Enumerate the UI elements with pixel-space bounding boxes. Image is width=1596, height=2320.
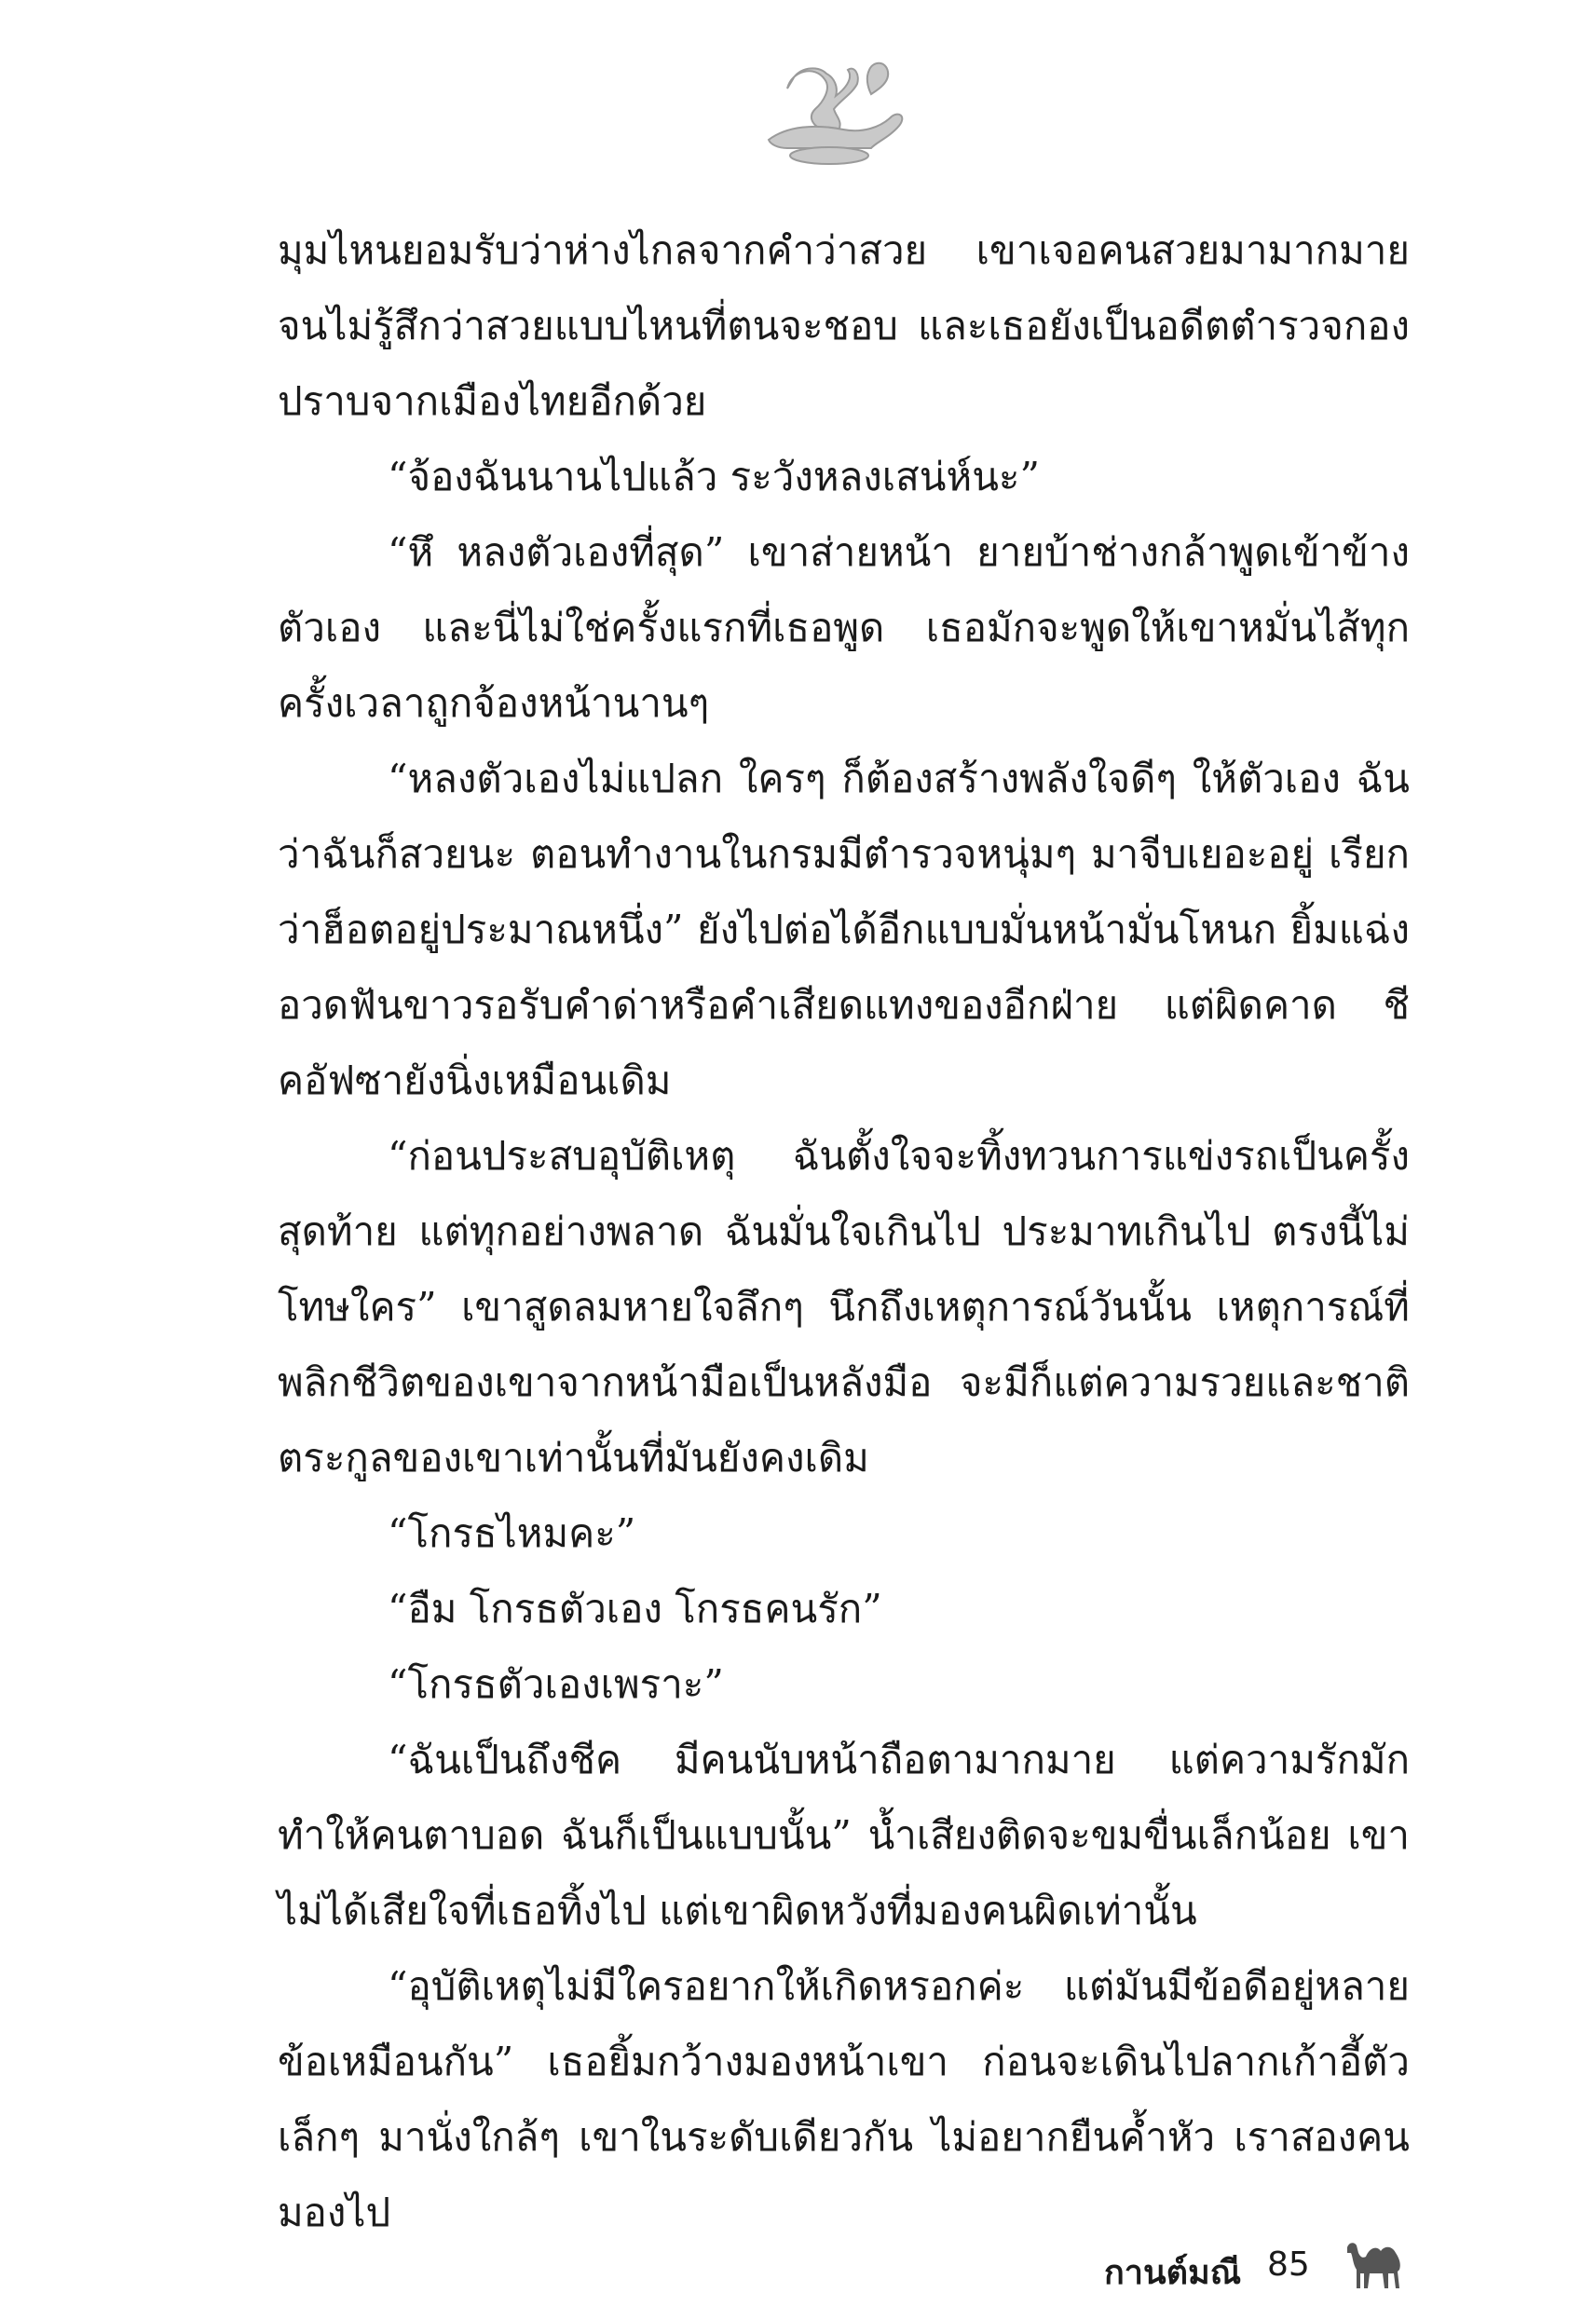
paragraph: “จ้องฉันนานไปแล้ว ระวังหลงเสน่ห์นะ” (388, 454, 1040, 499)
paragraph: “ก่อนประสบอุบัติเหตุ ฉันตั้งใจจะทิ้งทวนการแข่งรถเป็นครั้งสุดท้าย แต่ทุกอย่างพลาด ฉันมั่นใจเกินไป ประมาทเกินไป ตรงนี้ไม่โทษใคร” เขาสูดลมหายใจลึกๆ นึกถึงเหตุการณ์วันนั้น เหตุการณ์ที่พลิกชีวิตของเขาจากหน้ามือเป็นหลังมือ จะมีก็แต่ความรวยและชาติตระกูลของเขาเท่านั้นที่มันยังคงเดิม (278, 1133, 1410, 1481)
book-title: กานต์มณี (1104, 2254, 1242, 2292)
paragraph: มุมไหนยอมรับว่าห่างไกลจากคำว่าสวย เขาเจอคนสวยมามากมาย จนไม่รู้สึกว่าสวยแบบไหนที่ตนจะชอบ และเธอยังเป็นอดีตตำรวจกองปราบจากเมืองไทยอีกด้วย (278, 227, 1410, 424)
paragraph: “โกรธไหมคะ” (388, 1510, 636, 1556)
genie-lamp-icon (750, 51, 908, 172)
paragraph: “ฉันเป็นถึงชีค มีคนนับหน้าถือตามากมาย แต่ความรักมักทำให้คนตาบอด ฉันก็เป็นแบบนั้น” น้ำเสียงติดจะขมขื่นเล็กน้อย เขาไม่ได้เสียใจที่เธอทิ้งไป แต่เขาผิดหวังที่มองคนผิดเท่านั้น (278, 1737, 1410, 1933)
page-number: 85 (1267, 2245, 1310, 2284)
paragraph: “โกรธตัวเองเพราะ” (388, 1661, 724, 1707)
paragraph: “อืม โกรธตัวเอง โกรธคนรัก” (388, 1586, 882, 1631)
page-footer (0, 2236, 1596, 2320)
paragraph: “หลงตัวเองไม่แปลก ใครๆ ก็ต้องสร้างพลังใจดีๆ ให้ตัวเอง ฉันว่าฉันก็สวยนะ ตอนทำงานในกรมมีตำรวจหนุ่มๆ มาจีบเยอะอยู่ เรียกว่าฮ็อตอยู่ประมาณหนึ่ง” ยังไปต่อได้อีกแบบมั่นหน้ามั่นโหนก ยิ้มแฉ่งอวดฟันขาวรอรับคำด่าหรือคำเสียดแทงของอีกฝ่าย แต่ผิดคาด ชีคอัฟซายังนิ่งเหมือนเดิม (278, 756, 1410, 1103)
paragraph: “หึ หลงตัวเองที่สุด” เขาส่ายหน้า ยายบ้าช่างกล้าพูดเข้าข้างตัวเอง และนี่ไม่ใช่ครั้งแรกที่เธอพูด เธอมักจะพูดให้เขาหมั่นไส้ทุกครั้งเวลาถูกจ้องหน้านานๆ (278, 529, 1410, 726)
camel-icon (1342, 2236, 1412, 2292)
paragraph: “อุบัติเหตุไม่มีใครอยากให้เกิดหรอกค่ะ แต่มันมีข้อดีอยู่หลายข้อเหมือนกัน” เธอยิ้มกว้างมองหน้าเขา ก่อนจะเดินไปลากเก้าอี้ตัวเล็กๆ มานั่งใกล้ๆ เขาในระดับเดียวกัน ไม่อยากยืนค้ำหัว เราสองคนมองไป (278, 1963, 1410, 2235)
story-text (278, 212, 1410, 2250)
